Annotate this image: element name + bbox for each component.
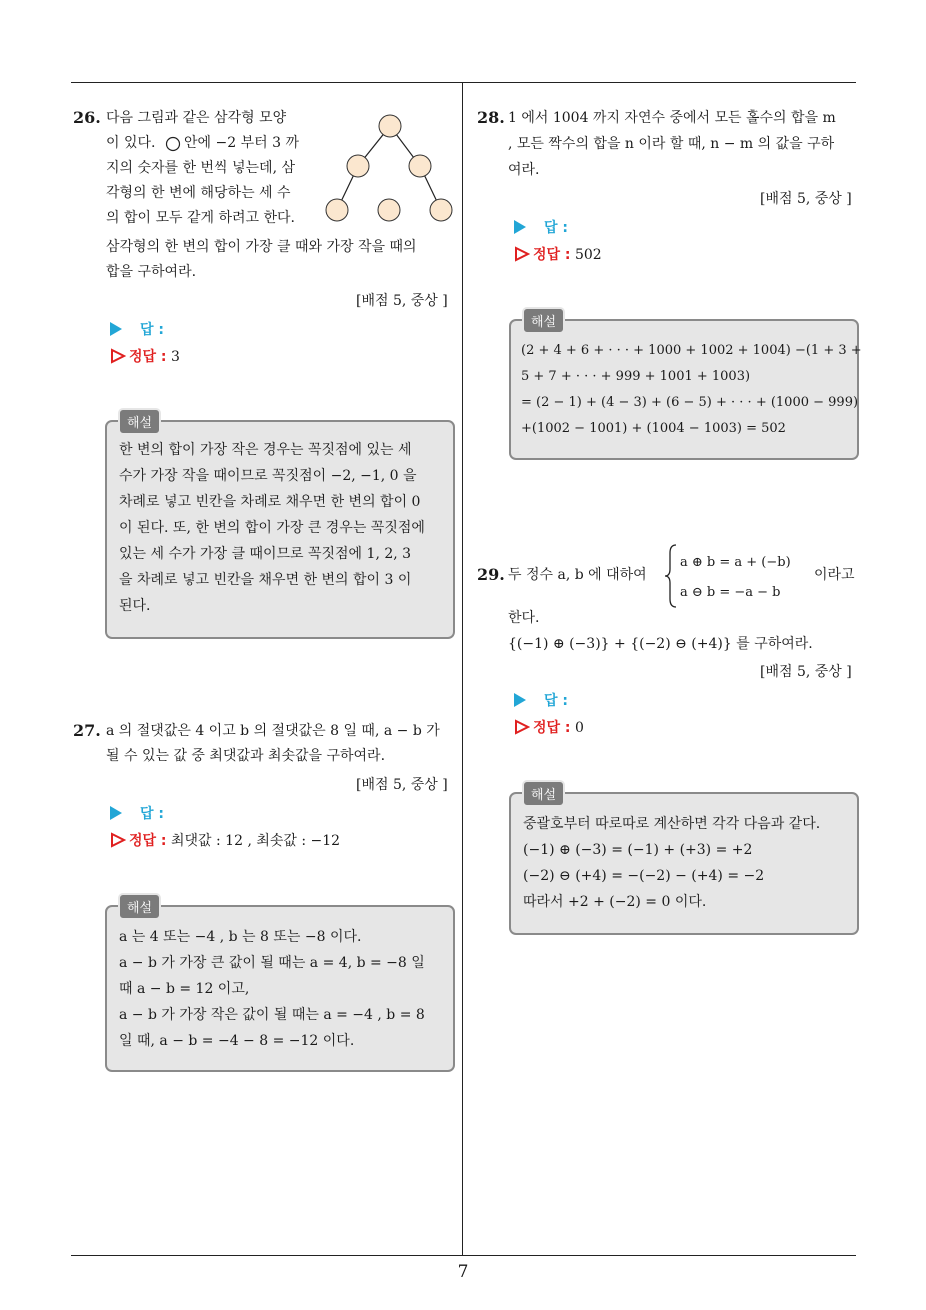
problem-number: 29.	[477, 565, 505, 584]
problem-text-line: 각형의 한 변에 해당하는 세 수	[106, 185, 291, 201]
solution-box	[105, 905, 455, 1072]
solution-line: (−1) ⊕ (−3) = (−1) + (+3) = +2	[523, 842, 753, 858]
problem-text-line: {(−1) ⊕ (−3)} + {(−2) ⊖ (+4)} 를 구하여라.	[508, 636, 813, 652]
answer-label: 답 :	[514, 690, 568, 710]
outline-triangle-icon	[110, 348, 126, 364]
solution-line: 일 때, a − b = −4 − 8 = −12 이다.	[119, 1033, 355, 1049]
definition-oplus: a ⊕ b = a + (−b)	[680, 555, 791, 570]
problem-text-line: 될 수 있는 값 중 최댓값과 최솟값을 구하여라.	[106, 748, 386, 764]
solution-line: a − b 가 가장 작은 값이 될 때는 a = −4 , b = 8	[119, 1007, 425, 1023]
problem-text-line: 이 있다.	[106, 135, 156, 151]
play-triangle-icon	[514, 693, 526, 707]
solution-line: 된다.	[119, 598, 151, 614]
solution-line: 중괄호부터 따로따로 계산하면 각각 다음과 같다.	[523, 816, 821, 832]
solution-box	[509, 792, 859, 935]
play-triangle-icon	[110, 806, 122, 820]
solution-line: (−2) ⊖ (+4) = −(−2) − (+4) = −2	[523, 868, 765, 884]
solution-line: +(1002 − 1001) + (1004 − 1003) = 502	[521, 421, 786, 436]
answer-label: 답 :	[110, 319, 164, 339]
score-label: [배점 5, 중상 ]	[760, 664, 852, 680]
solution-line: = (2 − 1) + (4 − 3) + (6 − 5) + · · · + (1000 − 999)	[521, 395, 859, 410]
problem-number: 28.	[477, 108, 505, 127]
correct-answer: 정답 : 3	[110, 346, 180, 366]
solution-line: 한 변의 합이 가장 작은 경우는 꼭짓점에 있는 세	[119, 442, 412, 458]
play-triangle-icon	[110, 322, 122, 336]
problem-text-line: 한다.	[508, 610, 540, 626]
answer-label: 답 :	[514, 217, 568, 237]
solution-line: 이 된다. 또, 한 변의 합이 가장 큰 경우는 꼭짓점에	[119, 520, 425, 536]
problem-text-line: 두 정수 a, b 에 대하여	[508, 567, 647, 583]
problem-text-line: 지의 숫자를 한 번씩 넣는데, 삼	[106, 160, 295, 176]
answer-label: 답 :	[110, 803, 164, 823]
solution-tag: 해설	[118, 893, 161, 920]
problem-text-line: 이라고	[814, 567, 855, 583]
answer-value: 최댓값 : 12 , 최솟값 : −12	[170, 833, 341, 849]
correct-answer: 정답 : 502	[514, 244, 602, 264]
problem-text-line: 안에 −2 부터 3 까	[184, 135, 299, 151]
outline-triangle-icon	[110, 832, 126, 848]
solution-line: 수가 가장 작을 때이므로 꼭짓점이 −2, −1, 0 을	[119, 468, 417, 484]
solution-box	[509, 319, 862, 460]
play-triangle-icon	[514, 220, 526, 234]
answer-value: 502	[574, 247, 602, 263]
problem-number: 27.	[73, 721, 101, 740]
outline-triangle-icon	[514, 246, 530, 262]
solution-line: 때 a − b = 12 이고,	[119, 981, 250, 997]
problem-text-line: 1 에서 1004 까지 자연수 중에서 모든 홀수의 합을 m	[508, 110, 836, 126]
outline-triangle-icon	[514, 719, 530, 735]
column-divider	[462, 82, 463, 1256]
problem-text-line: 의 합이 모두 같게 하려고 한다.	[106, 210, 295, 226]
solution-line: (2 + 4 + 6 + · · · + 1000 + 1002 + 1004) −(1 + 3 +	[521, 343, 862, 358]
solution-tag: 해설	[522, 307, 565, 334]
bottom-rule	[71, 1255, 856, 1256]
problem-text-line: 합을 구하여라.	[106, 264, 197, 280]
left-brace-icon	[664, 543, 678, 609]
solution-tag: 해설	[522, 780, 565, 807]
solution-box	[105, 420, 455, 639]
solution-line: 을 차례로 넣고 빈칸을 채우면 한 변의 합이 3 이	[119, 572, 412, 588]
answer-value: 3	[170, 349, 180, 365]
circle-icon	[165, 136, 181, 152]
triangle-circles-figure	[320, 110, 460, 230]
score-label: [배점 5, 중상 ]	[356, 777, 448, 793]
problem-text-line: , 모든 짝수의 합을 n 이라 할 때, n − m 의 값을 구하	[508, 136, 835, 152]
score-label: [배점 5, 중상 ]	[760, 191, 852, 207]
solution-line: 5 + 7 + · · · + 999 + 1001 + 1003)	[521, 369, 751, 384]
problem-text-line: 삼각형의 한 변의 합이 가장 클 때와 가장 작을 때의	[106, 239, 417, 255]
answer-value: 0	[574, 720, 584, 736]
definition-ominus: a ⊖ b = −a − b	[680, 585, 781, 600]
score-label: [배점 5, 중상 ]	[356, 293, 448, 309]
problem-text-line: a 의 절댓값은 4 이고 b 의 절댓값은 8 일 때, a − b 가	[106, 723, 440, 739]
solution-tag: 해설	[118, 408, 161, 435]
correct-answer: 정답 : 0	[514, 717, 584, 737]
solution-line: 차례로 넣고 빈칸을 차례로 채우면 한 변의 합이 0	[119, 494, 421, 510]
solution-line: 있는 세 수가 가장 클 때이므로 꼭짓점에 1, 2, 3	[119, 546, 412, 562]
problem-number: 26.	[73, 108, 101, 127]
page-number: 7	[457, 1262, 469, 1282]
correct-answer: 정답 : 최댓값 : 12 , 최솟값 : −12	[110, 830, 340, 850]
solution-line: a 는 4 또는 −4 , b 는 8 또는 −8 이다.	[119, 929, 362, 945]
problem-text-line: 다음 그림과 같은 삼각형 모양	[106, 110, 287, 126]
top-rule	[71, 82, 856, 83]
problem-text-line: 여라.	[508, 162, 540, 178]
solution-line: 따라서 +2 + (−2) = 0 이다.	[523, 894, 707, 910]
solution-line: a − b 가 가장 큰 값이 될 때는 a = 4, b = −8 일	[119, 955, 425, 971]
